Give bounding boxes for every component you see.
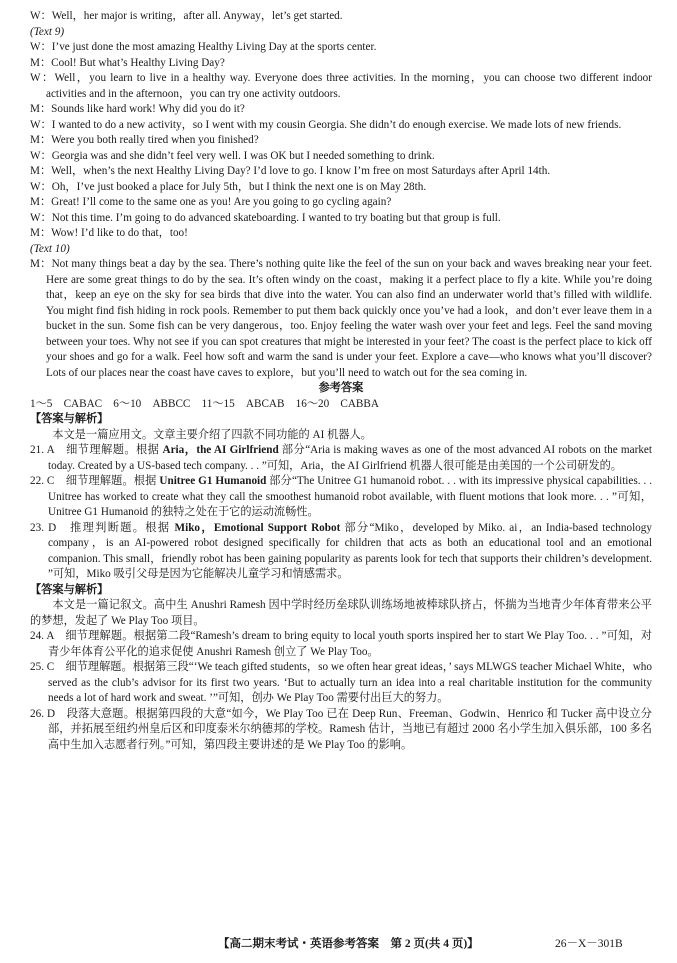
transcript-line: W：Well，her major is writing，after all. Anyway，let’s get started. xyxy=(30,10,343,22)
question-26-explanation: 26. D 段落大意题。根据第四段的大意“如今，We Play Too 已在 Deep Run、Freeman、Godwin、Henrico 和 Tucker 高中设立分部，并拓展至纽约州皇后区和印度泰米尔纳德邦的学校。Ramesh 估计，当地已有超过 2000 名小学生加入俱乐部，100 多名高中生加入志愿者行列。”可知，第四段主要讲述的是 We Play Too 的影响。 xyxy=(30,707,652,751)
q22-section-name: Unitree G1 Humanoid xyxy=(159,475,267,487)
q23-section-name: Miko，Emotional Support Robot xyxy=(174,521,341,534)
answer-key: 1～5 CABAC 6～10 ABBCC 11～15 ABCAB 16～20 CABBA xyxy=(30,397,379,410)
q21-prefix: 21. A 细节理解题。根据 xyxy=(30,444,163,456)
section-a-intro: 本文是一篇应用文。文章主要介绍了四款不同功能的 AI 机器人。 xyxy=(52,428,372,441)
transcript-line: M：Well，when’s the next Healthy Living Day? I’d love to go. I know I’m free on most Saturdays after April 14th. xyxy=(30,165,551,177)
transcript-line: M：Cool! But what’s Healthy Living Day? xyxy=(30,56,225,69)
q21-section-name: Aria，the AI Girlfriend xyxy=(162,444,279,456)
text-10-label: (Text 10) xyxy=(30,242,70,255)
transcript-line: W：I’ve just done the most amazing Healthy Living Day at the sports center. xyxy=(30,41,377,53)
question-21-explanation xyxy=(30,443,652,474)
answer-key-title: 参考答案 xyxy=(318,382,364,394)
document-body xyxy=(30,9,652,753)
text-9-label: (Text 9) xyxy=(30,25,65,38)
transcript-line: W：Not this time. I’m going to do advanced skateboarding. I wanted to try boating but that group is full. xyxy=(30,211,501,224)
question-24-explanation: 24. A 细节理解题。根据第二段“Ramesh’s dream to bring equity to local youth sports inspired her to start We Play Too. . . ”可知，对青少年体育公平化的追求促使 Anushri Ramesh 创立了 We Play Too。 xyxy=(30,630,652,658)
transcript-line: M：Wow! I’d like to do that，too! xyxy=(30,227,188,239)
footer-title: 【高二期末考试・英语参考答案 第 2 页(共 4 页)】 xyxy=(218,938,479,950)
transcript-line: W：Well，you learn to live in a healthy way. Everyone does three activities. In the morning，you can choose two different indoor activities and in the afternoon，you can try one activity outdoors. xyxy=(30,72,652,100)
q22-prefix: 22. C 细节理解题。根据 xyxy=(30,475,160,487)
transcript-paragraph: M：Not many things beat a day by the sea. There’s nothing quite like the feel of the sun on your back and waves breaking near your feet. Here are some great things to do by the sea. It’s often windy on the coast，making it a perfect place to fly a kite. While you’re doing that，keep an eye on the sky for sea birds that dive into the water. You can also find an underwater world that’s filled with wildlife. You might find fish hiding in rock pools. Remember to put them back quickly once you’ve had a look，and don’t ever leave them in a bucket in the sun. Some fish can be very dangerous，too. Enjoy feeling the water wash over your feet and legs. Feel the sand moving between your toes. Why not see if you can spot creatures that might be interested in your feet? The coast is the perfect place to kick off your shoes and go for a walk. Feel how soft and warm the sand is under your feet. Explore a cave—who knows what you’ll discover? Lots of our places near the coast have caves to explore，but you’ll need to watch out for the sea coming in. xyxy=(30,258,652,379)
page-footer xyxy=(0,935,677,953)
footer-code: 26－X－301B xyxy=(555,938,623,950)
question-23-explanation xyxy=(30,521,652,583)
question-25-explanation: 25. C 细节理解题。根据第三段“‘We teach gifted students，so we often hear great ideas，’ says MLWGS teacher Michael White，who served as the club’s advisor for its first two years. ‘But to actually turn an idea into a real charitable institution for the community needs a lot of hard work and sweat. ’”可知，创办 We Play Too 需要付出巨大的努力。 xyxy=(30,661,652,704)
q23-body: 部分“Miko，developed by Miko. ai，an India-based technology company，is an AI-powered robot designed specifically for children that acts as both an educational tool and an emotional companion. This small，friendly robot has been gaining popularity as parents look for tech that supports their children’s development. ”可知，Miko 吸引父母是因为它能解决儿童学习和情感需求。 xyxy=(48,521,652,580)
q23-prefix: 23. D 推理判断题。根据 xyxy=(30,521,175,534)
transcript-line: W：Georgia was and she didn’t feel very well. I was OK but I needed something to drink. xyxy=(30,149,435,162)
transcript-line: M：Were you both really tired when you finished? xyxy=(30,134,259,146)
transcript-line: W：I wanted to do a new activity，so I went with my cousin Georgia. She didn’t do enough exercise. We made lots of new friends. xyxy=(30,118,622,131)
q22-body: 部分“The Unitree G1 humanoid robot. . . with its impressive physical capabilities. . . Unitree has worked to create what they call the smoothest humanoid robot available, with fluent motions that look more. . . ”可知，Unitree G1 Humanoid 的独特之处在于它的运动流畅性。 xyxy=(48,475,652,518)
section-b-intro: 本文是一篇记叙文。高中生 Anushri Ramesh 因中学时经历垒球队训练场地被棒球队挤占，怀揣为当地青少年体育带来公平的梦想，发起了 We Play Too 项目。 xyxy=(30,599,652,627)
transcript-line: M：Great! I’ll come to the same one as you! Are you going to go cycling again? xyxy=(30,196,392,208)
section-b-header: 【答案与解析】 xyxy=(30,583,109,596)
transcript-line: M：Sounds like hard work! Why did you do it? xyxy=(30,103,245,115)
section-a-header: 【答案与解析】 xyxy=(30,413,109,425)
transcript-line: W：Oh，I’ve just booked a place for July 5th，but I think the next one is on May 28th. xyxy=(30,180,427,193)
q21-body: 部分“Aria is making waves as one of the most advanced AI robots on the market today. Created by a US-based tech company. . . ”可知，Aria，the AI Girlfriend 机器人很可能是由美国的一个公司研发的。 xyxy=(48,444,652,472)
question-22-explanation xyxy=(30,474,652,521)
